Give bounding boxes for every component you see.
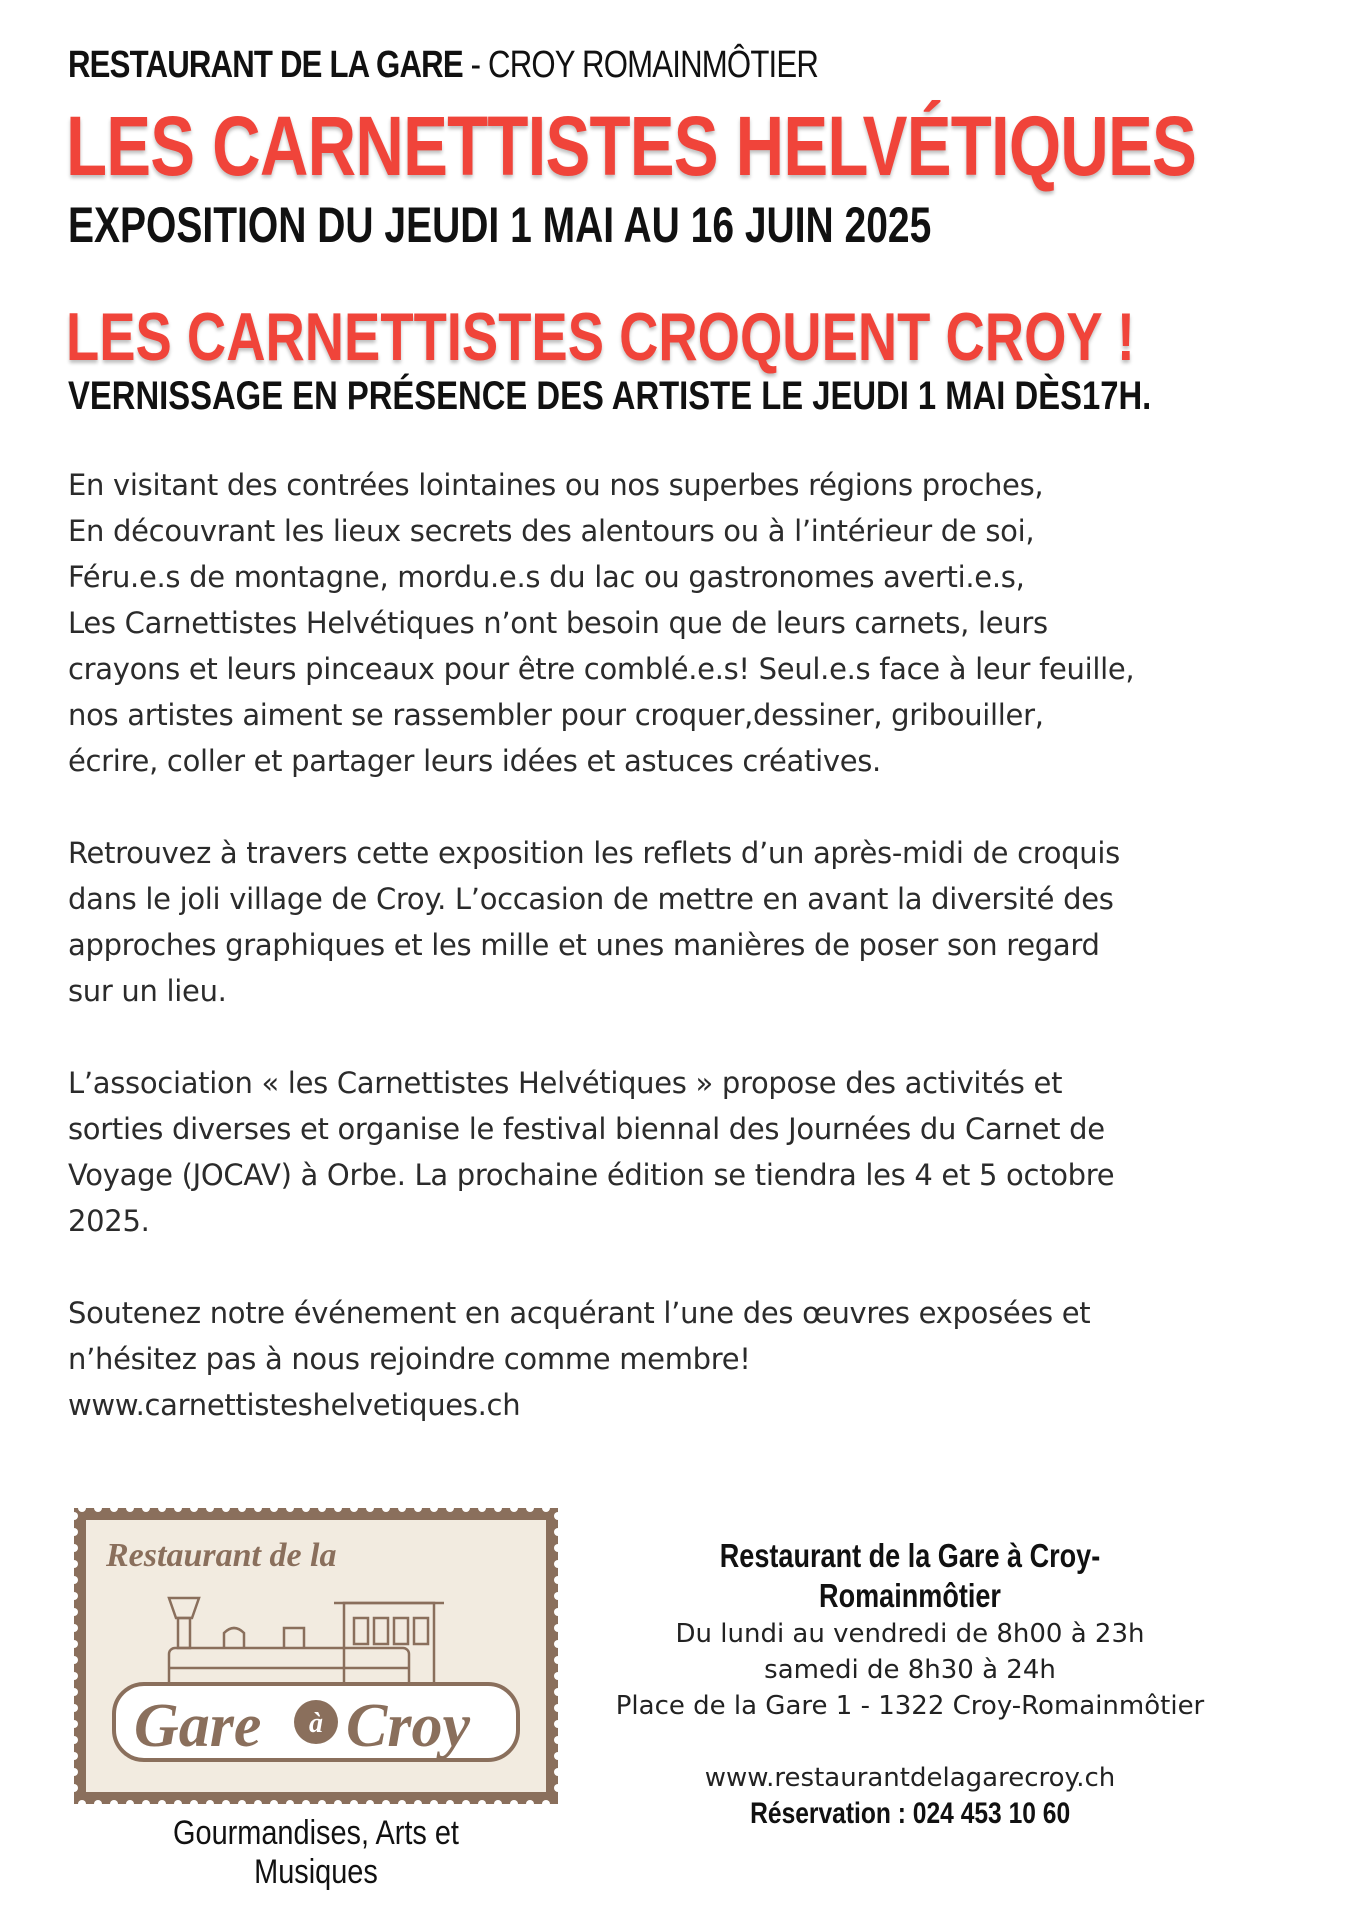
text-line: approches graphiques et les mille et unes manières de poser son regard (68, 928, 1100, 962)
paragraph-support (68, 1290, 1248, 1428)
text-line: Retrouvez à travers cette exposition les reflets d’un après-midi de croquis (68, 836, 1120, 870)
reservation-text[interactable]: Réservation : 024 453 10 60 (749, 1797, 1071, 1830)
venue-name: RESTAURANT DE LA GARE (68, 44, 463, 86)
reservation-phone[interactable] (600, 1796, 1220, 1832)
text-line: Féru.e.s de montagne, mordu.e.s du lac ou gastronomes averti.e.s, (68, 560, 1025, 594)
restaurant-website-link[interactable]: www.restaurantdelagarecroy.ch (704, 1763, 1116, 1793)
text-line: sur un lieu. (68, 974, 227, 1008)
restaurant-logo (74, 1508, 558, 1804)
restaurant-name (600, 1536, 1220, 1616)
text-line: En visitant des contrées lointaines ou nos superbes régions proches, (68, 468, 1044, 502)
exhibition-subtitle: LES CARNETTISTES CROQUENT CROY ! (66, 299, 1135, 375)
text-line: n’hésitez pas à nous rejoindre comme membre! (68, 1342, 751, 1376)
exhibition-title: LES CARNETTISTES HELVÉTIQUES (66, 99, 1197, 193)
text-line: Voyage (JOCAV) à Orbe. La prochaine édition se tiendra les 4 et 5 octobre (68, 1158, 1115, 1192)
venue-line (68, 44, 818, 87)
logo-word-gare: Gare (134, 1692, 262, 1760)
logo-word-croy: Croy (346, 1692, 470, 1760)
paragraph-exhibition (68, 830, 1248, 1014)
exhibition-dates: EXPOSITION DU JEUDI 1 MAI AU 16 JUIN 2025 (68, 197, 932, 253)
restaurant-address: Place de la Gare 1 - 1322 Croy-Romainmôtier (615, 1691, 1205, 1721)
spacer (600, 1724, 1220, 1760)
text-line: Soutenez notre événement en acquérant l’une des œuvres exposées et (68, 1296, 1091, 1330)
text-line: dans le joli village de Croy. L’occasion de mettre en avant la diversité des (68, 882, 1114, 916)
logo-caption (74, 1814, 558, 1892)
text-line: sorties diverses et organise le festival biennal des Journées du Carnet de (68, 1112, 1105, 1146)
logo-word-a: à (309, 1708, 323, 1739)
association-website-link[interactable]: www.carnettisteshelvetiques.ch (68, 1388, 521, 1422)
venue-location: - CROY ROMAINMÔTIER (462, 44, 819, 86)
logo-caption-text: Gourmandises, Arts et Musiques (173, 1814, 459, 1891)
text-line: En découvrant les lieux secrets des alentours ou à l’intérieur de soi, (68, 514, 1035, 548)
text-line: écrire, coller et partager leurs idées et astuces créatives. (68, 744, 881, 778)
logo-top-text: Restaurant de la (106, 1537, 337, 1574)
restaurant-name-text: Restaurant de la Gare à Croy-Romainmôtier (719, 1537, 1101, 1614)
hours-saturday: samedi de 8h30 à 24h (764, 1655, 1056, 1685)
text-line: Les Carnettistes Helvétiques n’ont besoin que de leurs carnets, leurs (68, 606, 1048, 640)
hours-weekdays: Du lundi au vendredi de 8h00 à 23h (675, 1619, 1145, 1649)
text-line: 2025. (68, 1204, 150, 1238)
paragraph-intro (68, 462, 1248, 784)
text-line: L’association « les Carnettistes Helvétiques » propose des activités et (68, 1066, 1063, 1100)
paragraph-association (68, 1060, 1248, 1244)
text-line: nos artistes aiment se rassembler pour croquer,dessiner, gribouiller, (68, 698, 1044, 732)
text-line: crayons et leurs pinceaux pour être comblé.e.s! Seul.e.s face à leur feuille, (68, 652, 1135, 686)
logo-stamp-graphic (74, 1508, 558, 1804)
vernissage-line: VERNISSAGE EN PRÉSENCE DES ARTISTE LE JEUDI 1 MAI DÈS17H. (68, 374, 1152, 418)
restaurant-info (600, 1536, 1220, 1832)
